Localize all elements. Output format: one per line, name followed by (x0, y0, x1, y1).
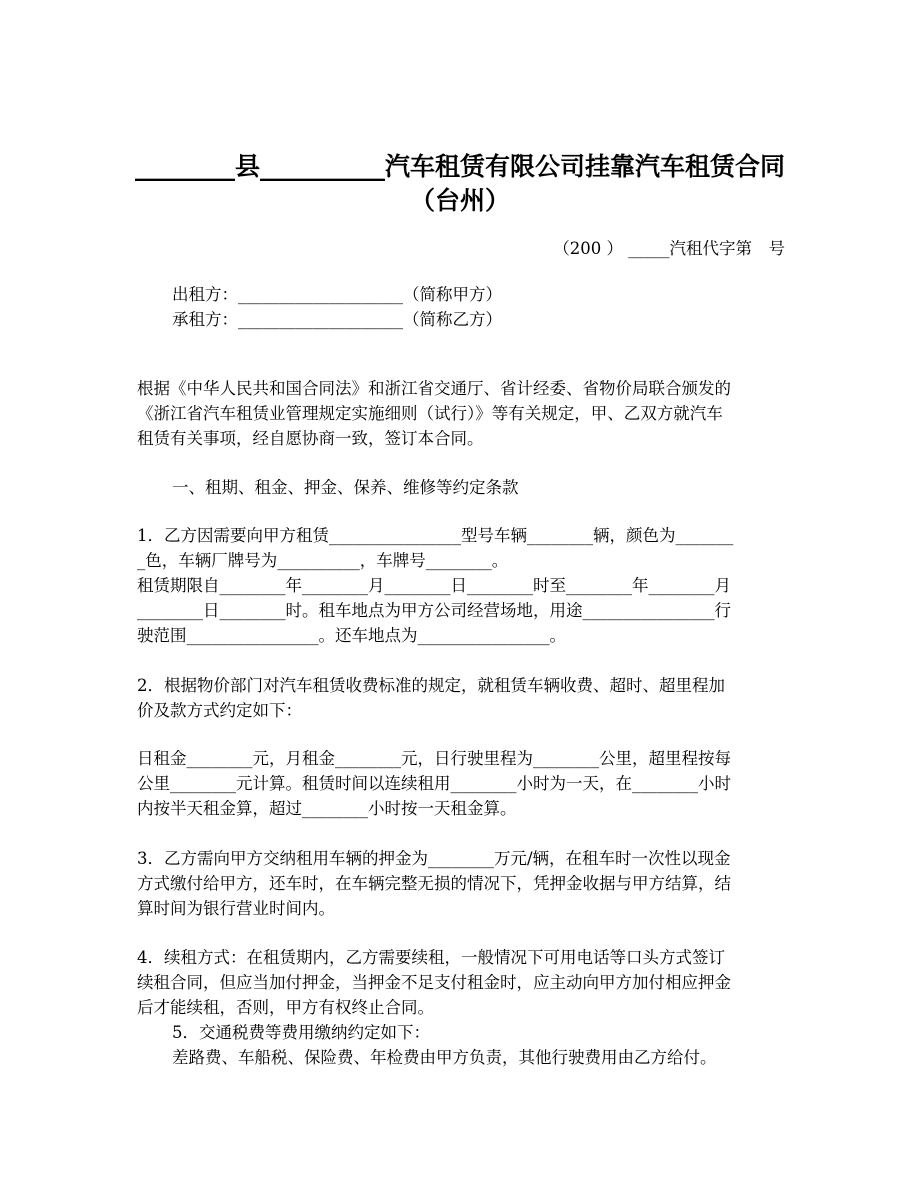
clause-2-detail-line: 公里________元计算。租赁时间以连续租用________小时为一天，在________小时 (137, 774, 731, 793)
clause-3-line: 算时间为银行营业时间内。 (137, 899, 335, 918)
preamble-line: 根据《中华人民共和国合同法》和浙江省交通厅、省计经委、省物价局联合颁发的 (137, 379, 731, 398)
clause-1-line: 租赁期限自________年________月________日________时至________年________月 (137, 576, 731, 595)
clause-2-detail-line: 日租金________元，月租金________元，日行驶里程为________公里，超里程按每 (137, 749, 731, 768)
lessee-line: 承租方：____________________（简称乙方） (172, 310, 502, 329)
clause-2-detail-line: 内按半天租金算，超过________小时按一天租金算。 (137, 799, 517, 818)
lessor-line: 出租方：____________________（简称甲方） (172, 285, 502, 304)
clause-3-line: 3．乙方需向甲方交纳租用车辆的押金为________万元/辆，在租车时一次性以现金 (137, 849, 731, 868)
preamble-line: 租赁有关事项，经自愿协商一致，签订本合同。 (137, 429, 484, 448)
section-heading: 一、租期、租金、押金、保养、维修等约定条款 (172, 478, 519, 497)
clause-4-line: 后才能续租，否则，甲方有权终止合同。 (137, 998, 434, 1017)
clause-4-line: 续租合同，但应当加付押金，当押金不足支付租金时，应主动向甲方加付相应押金 (137, 973, 731, 992)
clause-2-line: 2．根据物价部门对汽车租赁收费标准的规定，就租赁车辆收费、超时、超里程加 (137, 676, 725, 695)
contract-title: ________县__________汽车租赁有限公司挂靠汽车租赁合同 (134, 152, 785, 181)
clause-5-line: 差路费、车船税、保险费、年检费由甲方负责，其他行驶费用由乙方给付。 (172, 1048, 717, 1067)
clause-1-line: 1．乙方因需要向甲方租赁________________型号车辆________辆，颜色为_______ (137, 526, 734, 545)
contract-subtitle: （台州） (409, 186, 510, 215)
clause-2-line: 价及款方式约定如下： (137, 701, 302, 720)
clause-1-line: _色，车辆厂牌号为__________，车牌号________。 (137, 551, 509, 570)
contract-number: （200 ） _____汽租代字第 号 (553, 239, 785, 258)
clause-1-line: ________日________时。租车地点为甲方公司经营场地，用途________________行 (137, 601, 731, 620)
clause-1-line: 驶范围________________。还车地点为________________。 (137, 626, 566, 645)
clause-5-heading: 5．交通税费等费用缴纳约定如下： (172, 1023, 430, 1042)
preamble-line: 《浙江省汽车租赁业管理规定实施细则（试行）》等有关规定，甲、乙双方就汽车 (137, 404, 723, 423)
clause-3-line: 方式缴付给甲方，还车时，在车辆完整无损的情况下，凭押金收据与甲方结算，结 (137, 874, 731, 893)
clause-4-line: 4．续租方式：在租赁期内，乙方需要续租，一般情况下可用电话等口头方式签订 (137, 948, 725, 967)
